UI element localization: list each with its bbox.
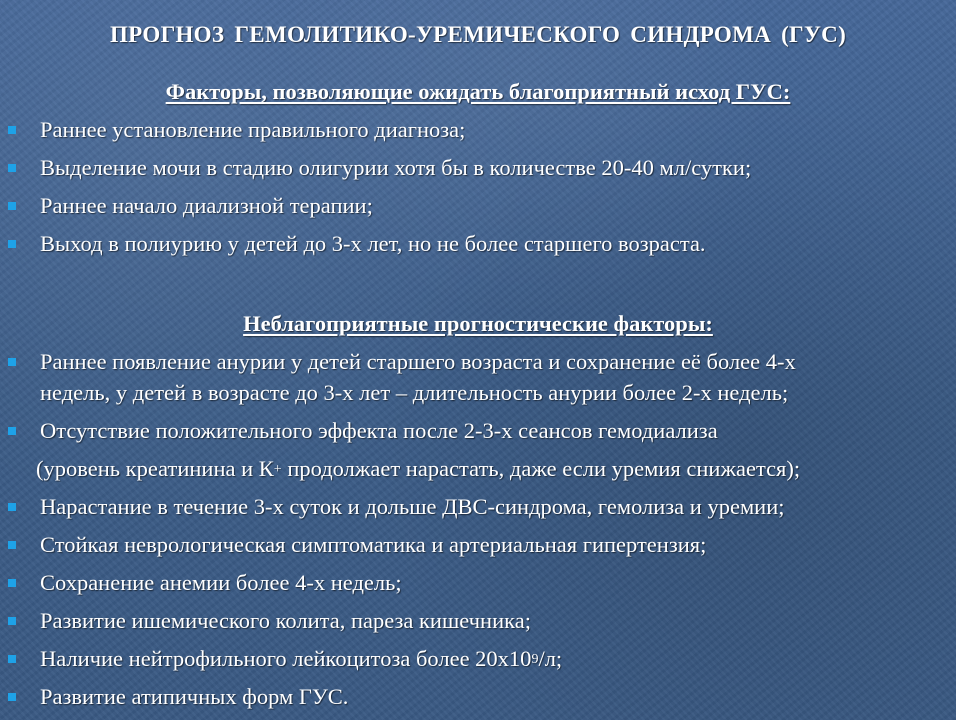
list-item-text: Раннее начало диализной терапии;: [40, 193, 373, 218]
list-item: [0, 190, 956, 221]
list-item-line: Отсутствие положительного эффекта после 2-3-х сеансов гемодиализа: [40, 418, 718, 443]
list-item-text: Раннее установление правильного диагноза;: [40, 117, 466, 142]
unfavorable-factors-heading: Неблагоприятные прогностические факторы:: [243, 311, 713, 336]
list-item: [0, 567, 956, 598]
creatinine-text-rest: продолжает нарастать, даже если уремия снижается);: [281, 456, 801, 481]
square-bullet-icon: [8, 240, 16, 248]
square-bullet-icon: [8, 126, 16, 134]
list-item-text-rest: /л;: [538, 646, 563, 671]
list-item: [0, 529, 956, 560]
list-item-text: Развитие атипичных форм ГУС.: [40, 684, 349, 709]
list-item: [0, 681, 956, 712]
square-bullet-icon: [8, 358, 16, 366]
square-bullet-icon: [8, 541, 16, 549]
list-item-text: Нарастание в течение 3-х суток и дольше ДВС-синдрома, гемолиза и уремии;: [40, 494, 785, 519]
list-item: [0, 114, 956, 145]
list-item: [0, 228, 956, 259]
favorable-factors-list: [0, 114, 956, 266]
list-item-text: Выход в полиурию у детей до 3-х лет, но не более старшего возраста.: [40, 231, 706, 256]
square-bullet-icon: [8, 617, 16, 625]
square-bullet-icon: [8, 503, 16, 511]
list-item: [0, 491, 956, 522]
list-item-line: [36, 453, 948, 484]
list-item-line: недель, у детей в возрасте до 3-х лет – длительность анурии более 2-х недель;: [40, 380, 789, 405]
square-bullet-icon: [8, 579, 16, 587]
list-item-text: Стойкая неврологическая симптоматика и артериальная гипертензия;: [40, 532, 707, 557]
exponent: 9: [531, 652, 539, 667]
square-bullet-icon: [8, 655, 16, 663]
creatinine-text: (уровень креатинина и К: [36, 456, 274, 481]
square-bullet-icon: [8, 427, 16, 435]
list-item-text: Развитие ишемического колита, пареза кишечника;: [40, 608, 531, 633]
square-bullet-icon: [8, 164, 16, 172]
list-item: [0, 605, 956, 636]
list-item-text: Выделение мочи в стадию олигурии хотя бы в количестве 20-40 мл/сутки;: [40, 155, 752, 180]
list-item: [0, 152, 956, 183]
list-item: [0, 415, 956, 484]
square-bullet-icon: [8, 693, 16, 701]
list-item-line: Раннее появление анурии у детей старшего возраста и сохранение её более 4-х: [40, 349, 796, 374]
square-bullet-icon: [8, 202, 16, 210]
potassium-charge: +: [273, 462, 282, 477]
favorable-factors-heading: Факторы, позволяющие ожидать благоприятный исход ГУС:: [165, 79, 791, 104]
slide-title: ПРОГНОЗ ГЕМОЛИТИКО-УРЕМИЧЕСКОГО СИНДРОМА (ГУС): [109, 22, 847, 47]
list-item: [0, 346, 956, 408]
list-item-text: Сохранение анемии более 4-х недель;: [40, 570, 402, 595]
list-item-text: Наличие нейтрофильного лейкоцитоза более 20х10: [40, 646, 532, 671]
unfavorable-factors-list: [0, 346, 956, 719]
list-item: [0, 643, 956, 674]
